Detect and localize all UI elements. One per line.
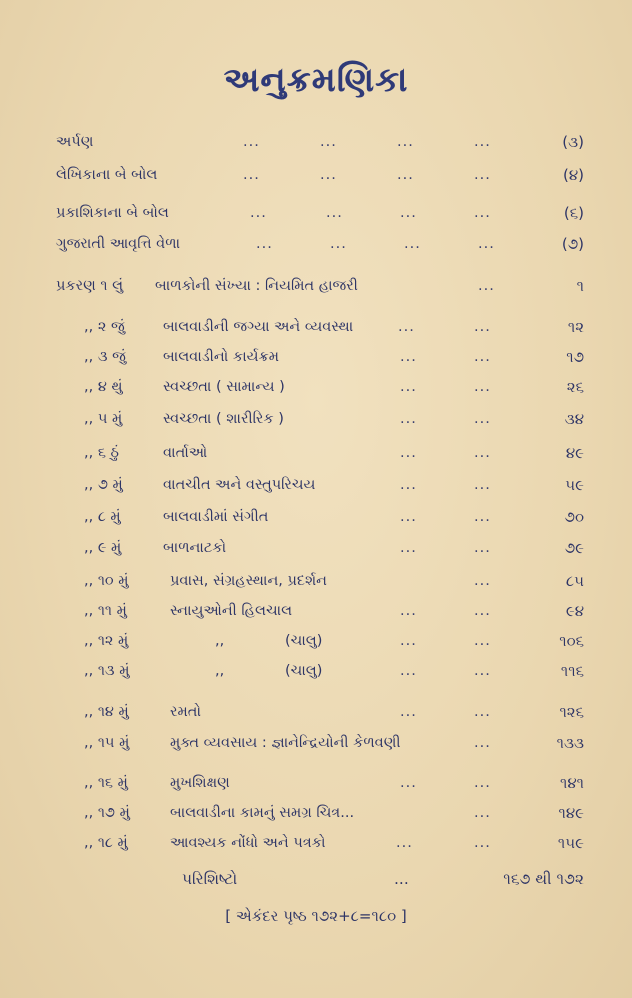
leader-dots: ... xyxy=(394,870,409,888)
leader-dots: ... xyxy=(474,540,491,556)
toc-page-number: ૧૨૬ xyxy=(559,703,584,721)
chapter-prefix: ,, ૧૦ મું xyxy=(84,573,129,589)
toc-page-number: (૭) xyxy=(561,235,584,253)
leader-dots: ... xyxy=(474,134,491,150)
leader-dots: ... xyxy=(404,236,421,252)
chapter-title: મુખશિક્ષણ xyxy=(170,775,230,791)
toc-page-number: ૧૩૩ xyxy=(556,734,584,752)
chapter-title: બાલવાડીના કામનું સમગ્ર ચિત્ર... xyxy=(170,805,355,821)
leader-dots: ... xyxy=(400,411,417,427)
toc-entry-chapter-4 xyxy=(0,372,632,402)
chapter-prefix: ,, ૧૭ મું xyxy=(84,805,130,821)
leader-dots: ... xyxy=(326,205,343,221)
toc-page-number: ૧૨ xyxy=(567,318,584,336)
toc-page-number: ૧૧૬ xyxy=(560,662,584,680)
chapter-prefix: ,, ૩ જું xyxy=(84,349,126,365)
leader-dots: ... xyxy=(243,167,260,183)
toc-entry-chapter-2 xyxy=(0,312,632,342)
appendix-page-range: ૧૬૭ થી ૧૭૨ xyxy=(503,870,584,888)
toc-entry-gujarati-edition xyxy=(0,229,632,259)
leader-dots: ... xyxy=(474,349,491,365)
chapter-title: બાળનાટકો xyxy=(163,540,227,556)
chapter-prefix: પ્રકરણ ૧ લું xyxy=(56,278,124,294)
toc-entry-author-note xyxy=(0,160,632,190)
chapter-title: બાળકોની સંખ્યા : નિયમિત હાજરી xyxy=(155,278,358,294)
chapter-prefix: ,, ૧૪ મું xyxy=(84,704,129,720)
leader-dots: ... xyxy=(320,134,337,150)
toc-page-number: ૮૫ xyxy=(565,572,584,590)
leader-dots: ... xyxy=(474,477,491,493)
toc-page-number: ૧૦૬ xyxy=(559,632,584,650)
toc-page-number: ૪૯ xyxy=(565,444,584,462)
leader-dots: ... xyxy=(400,775,417,791)
toc-page-number: (૬) xyxy=(563,204,584,222)
leader-dots: ... xyxy=(474,573,491,589)
leader-dots: ... xyxy=(474,411,491,427)
toc-label: અર્પણ xyxy=(56,134,94,150)
toc-entry-chapter-18 xyxy=(0,828,632,858)
appendix-label: પરિશિષ્ટો xyxy=(182,870,238,888)
toc-entry-chapter-13 xyxy=(0,656,632,686)
leader-dots: ... xyxy=(398,319,415,335)
chapter-title: સ્નાયુઓની હિલચાલ xyxy=(170,603,293,619)
leader-dots: ... xyxy=(474,603,491,619)
leader-dots: ... xyxy=(400,205,417,221)
toc-page-number: (૪) xyxy=(562,166,584,184)
total-pages-note: [ એકંદર પૃષ્ઠ ૧૭૨+૮=૧૮૦ ] xyxy=(225,907,407,925)
leader-dots: ... xyxy=(474,735,491,751)
leader-dots: ... xyxy=(400,477,417,493)
toc-page-number: ૧૪૯ xyxy=(558,804,584,822)
chapter-prefix: ,, ૬ ઠું xyxy=(84,445,119,461)
toc-entry-chapter-3 xyxy=(0,342,632,372)
page-title: અનુક્રમણિકા xyxy=(223,60,409,100)
chapter-prefix: ,, ૭ મું xyxy=(84,477,123,493)
chapter-prefix: ,, ૧૬ મું xyxy=(84,775,128,791)
chapter-title: બાલવાડીનો કાર્યક્રમ xyxy=(163,349,280,365)
leader-dots: ... xyxy=(474,775,491,791)
leader-dots: ... xyxy=(400,633,417,649)
toc-page-number: ૧ xyxy=(576,277,584,295)
chapter-prefix: ,, ૮ મું xyxy=(84,509,121,525)
toc-entry-chapter-15 xyxy=(0,728,632,758)
toc-entry-chapter-17 xyxy=(0,798,632,828)
leader-dots: ... xyxy=(474,167,491,183)
chapter-title: (ચાલુ) xyxy=(285,663,323,679)
toc-page-number: ૭૯ xyxy=(564,539,584,557)
chapter-title: રમતો xyxy=(170,704,201,720)
leader-dots: ... xyxy=(478,236,495,252)
chapter-prefix: ,, ૯ મું xyxy=(84,540,122,556)
leader-dots: ... xyxy=(474,319,491,335)
chapter-title: વાતચીત અને વસ્તુપરિચય xyxy=(163,477,316,493)
leader-dots: ... xyxy=(400,445,417,461)
chapter-title: સ્વચ્છતા ( સામાન્ય ) xyxy=(163,379,285,395)
toc-page-number: ૫૯ xyxy=(565,476,584,494)
leader-dots: ... xyxy=(474,445,491,461)
chapter-title: બાલવાડીમાં સંગીત xyxy=(163,509,269,525)
chapter-title: (ચાલુ) xyxy=(285,633,323,649)
toc-entry-chapter-8 xyxy=(0,502,632,532)
toc-entry-chapter-10 xyxy=(0,566,632,596)
ditto-mark: ,, xyxy=(215,633,225,649)
chapter-title: મુક્ત વ્યવસાય : જ્ઞાનેન્દ્રિયોની કેળવણી xyxy=(170,735,401,751)
chapter-title: બાલવાડીની જગ્યા અને વ્યવસ્થા xyxy=(163,319,354,335)
leader-dots: ... xyxy=(397,167,414,183)
chapter-prefix: ,, ૧૩ મું xyxy=(84,663,130,679)
leader-dots: ... xyxy=(397,134,414,150)
toc-page-number: ૨૬ xyxy=(566,378,584,396)
toc-page-number: (૩) xyxy=(562,133,584,151)
leader-dots: ... xyxy=(320,167,337,183)
leader-dots: ... xyxy=(474,704,491,720)
toc-entry-chapter-5 xyxy=(0,404,632,434)
chapter-title: વાર્તાઓ xyxy=(163,445,208,461)
toc-label: ગુજરાતી આવૃત્તિ વેળા xyxy=(56,236,181,252)
chapter-title: સ્વચ્છતા ( શારીરિક ) xyxy=(163,411,284,427)
toc-entry-chapter-16 xyxy=(0,768,632,798)
toc-page-number: ૯૪ xyxy=(565,602,584,620)
leader-dots: ... xyxy=(478,278,495,294)
toc-page-number: ૧૭ xyxy=(566,348,584,366)
toc-label: લેખિકાના બે બોલ xyxy=(56,167,158,183)
chapter-prefix: ,, ૧૫ મું xyxy=(84,735,130,751)
leader-dots: ... xyxy=(474,633,491,649)
leader-dots: ... xyxy=(400,509,417,525)
toc-entry-chapter-1 xyxy=(0,271,632,301)
toc-entry-appendix xyxy=(0,862,632,896)
toc-entry-chapter-6 xyxy=(0,438,632,468)
leader-dots: ... xyxy=(400,540,417,556)
toc-page-number: ૧૪૧ xyxy=(559,774,584,792)
toc-entry-chapter-14 xyxy=(0,697,632,727)
leader-dots: ... xyxy=(400,603,417,619)
leader-dots: ... xyxy=(243,134,260,150)
toc-page-number: ૭૦ xyxy=(564,508,584,526)
leader-dots: ... xyxy=(396,835,413,851)
leader-dots: ... xyxy=(330,236,347,252)
leader-dots: ... xyxy=(474,835,491,851)
ditto-mark: ,, xyxy=(215,663,225,679)
toc-page-number: ૩૪ xyxy=(564,410,584,428)
leader-dots: ... xyxy=(474,379,491,395)
toc-entry-publisher-note xyxy=(0,198,632,228)
toc-entry-chapter-9 xyxy=(0,533,632,563)
chapter-prefix: ,, ૧૮ મું xyxy=(84,835,128,851)
toc-entry-dedication xyxy=(0,127,632,157)
leader-dots: ... xyxy=(400,349,417,365)
chapter-prefix: ,, ૨ જું xyxy=(84,319,125,335)
toc-entry-chapter-11 xyxy=(0,596,632,626)
chapter-title: આવશ્યક નોંધો અને પત્રકો xyxy=(170,835,326,851)
leader-dots: ... xyxy=(474,663,491,679)
toc-entry-chapter-12 xyxy=(0,626,632,656)
leader-dots: ... xyxy=(256,236,273,252)
leader-dots: ... xyxy=(400,379,417,395)
leader-dots: ... xyxy=(400,663,417,679)
leader-dots: ... xyxy=(250,205,267,221)
toc-page-number: ૧૫૯ xyxy=(557,834,584,852)
chapter-prefix: ,, ૪ થું xyxy=(84,379,123,395)
chapter-prefix: ,, ૧૧ મું xyxy=(84,603,127,619)
leader-dots: ... xyxy=(474,805,491,821)
chapter-title: પ્રવાસ, સંગ્રહસ્થાન, પ્રદર્શન xyxy=(170,573,327,589)
toc-label: પ્રકાશિકાના બે બોલ xyxy=(56,205,169,221)
leader-dots: ... xyxy=(400,704,417,720)
toc-entry-chapter-7 xyxy=(0,470,632,500)
leader-dots: ... xyxy=(474,205,491,221)
chapter-prefix: ,, ૧૨ મું xyxy=(84,633,129,649)
leader-dots: ... xyxy=(474,509,491,525)
chapter-prefix: ,, ૫ મું xyxy=(84,411,123,427)
